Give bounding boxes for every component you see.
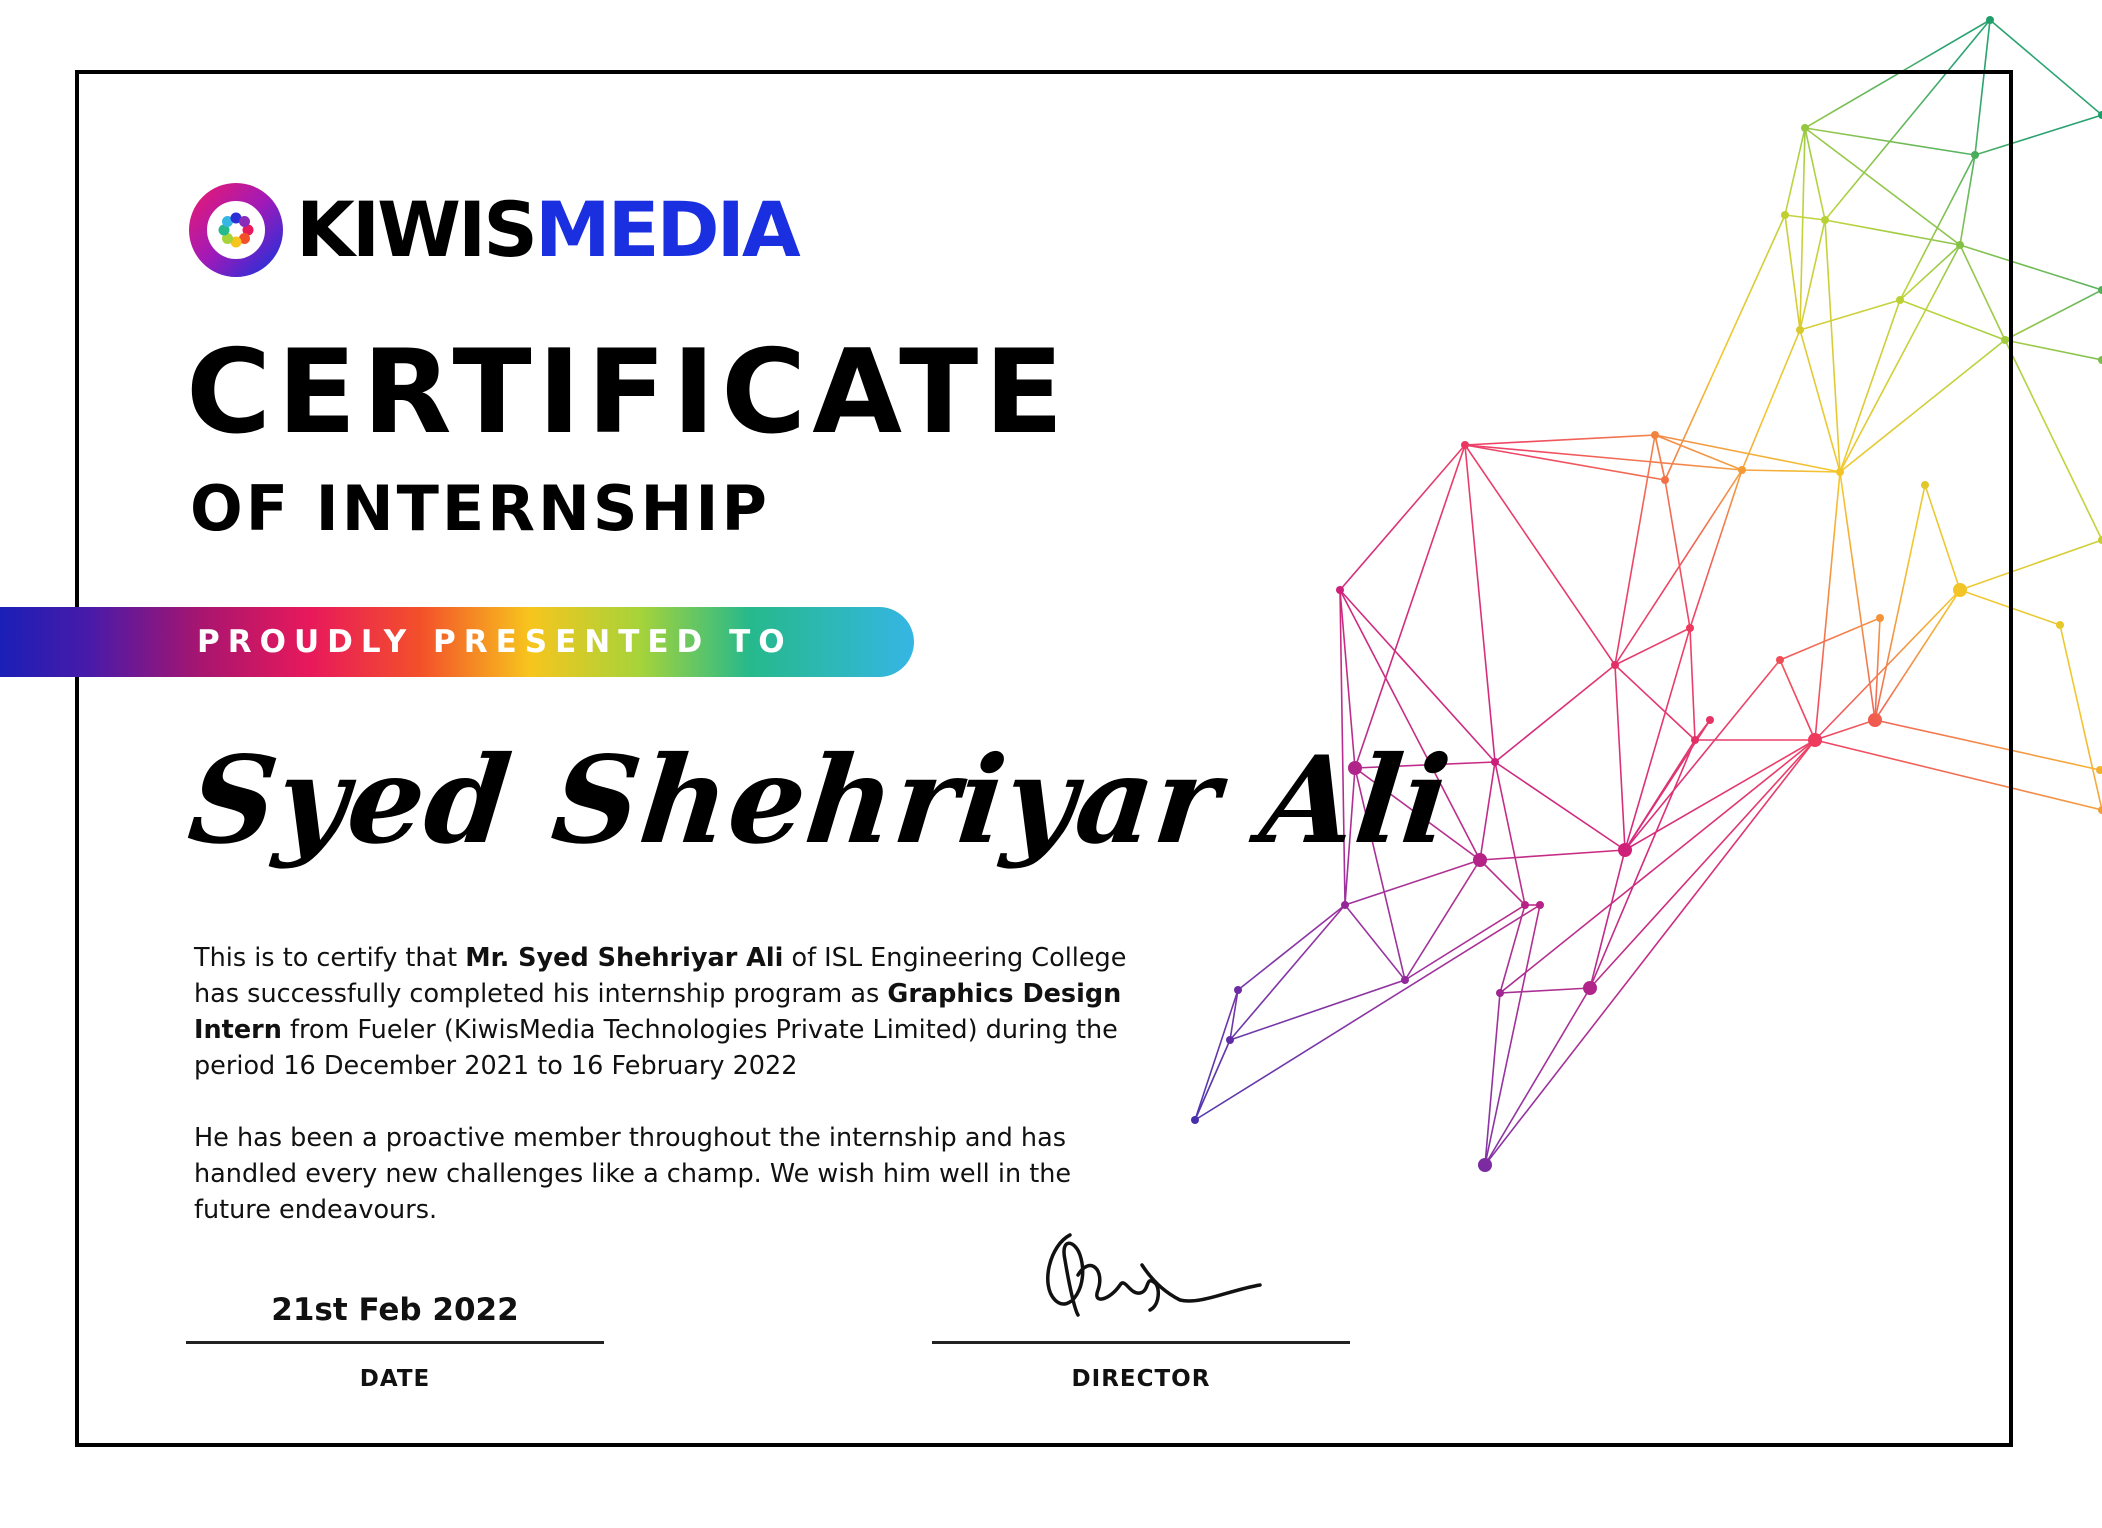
- date-label: DATE: [359, 1366, 431, 1392]
- certificate-title: CERTIFICATE: [186, 325, 1070, 460]
- network-edge: [2005, 340, 2102, 540]
- network-edge: [2060, 625, 2102, 810]
- network-node: [2098, 806, 2102, 814]
- logo-word-media: MEDIA: [535, 185, 798, 274]
- issue-date: 21st Feb 2022: [271, 1292, 519, 1328]
- presented-to-text: PROUDLY PRESENTED TO: [197, 624, 793, 660]
- certification-paragraph: [194, 940, 1154, 1084]
- network-edge: [2005, 290, 2102, 340]
- logo-ring-icon: [186, 180, 286, 280]
- director-signature-line: [932, 1341, 1350, 1344]
- presented-to-banner: [0, 607, 914, 677]
- p1-role-bold: Graphics Design Intern: [194, 979, 1122, 1045]
- network-node: [2098, 356, 2102, 364]
- commendation-paragraph: He has been a proactive member throughout the internship and has handled every new challenges like a champ. We wish him well in the future endeavours.: [194, 1123, 1072, 1225]
- network-node: [1986, 16, 1994, 24]
- certificate-subtitle: OF INTERNSHIP: [190, 472, 770, 545]
- logo-petal: [239, 216, 250, 227]
- kiwismedia-logo: [186, 180, 798, 280]
- logo-word-kiwis: KIWIS: [296, 185, 536, 274]
- network-node: [2056, 621, 2064, 629]
- logo-wordmark: [296, 185, 798, 274]
- director-label: DIRECTOR: [1071, 1366, 1211, 1392]
- network-edge: [2005, 340, 2102, 360]
- p1-text-2: of ISL Engineering College has successfully completed his internship program as: [194, 943, 1127, 1009]
- p1-recipient-bold: Mr. Syed Shehriyar Ali: [465, 943, 784, 973]
- p1-text-3: from Fueler (KiwisMedia Technologies Private Limited) during the period 16 December 2021 to 16 February 2022: [194, 1015, 1118, 1081]
- network-node: [2096, 766, 2102, 774]
- network-node: [2098, 286, 2102, 294]
- p1-text-1: This is to certify that: [194, 943, 466, 973]
- recipient-name: Syed Shehriyar Ali: [182, 730, 1457, 871]
- date-signature-line: [186, 1341, 604, 1344]
- director-signature: [1030, 1215, 1280, 1335]
- network-node: [2098, 536, 2102, 544]
